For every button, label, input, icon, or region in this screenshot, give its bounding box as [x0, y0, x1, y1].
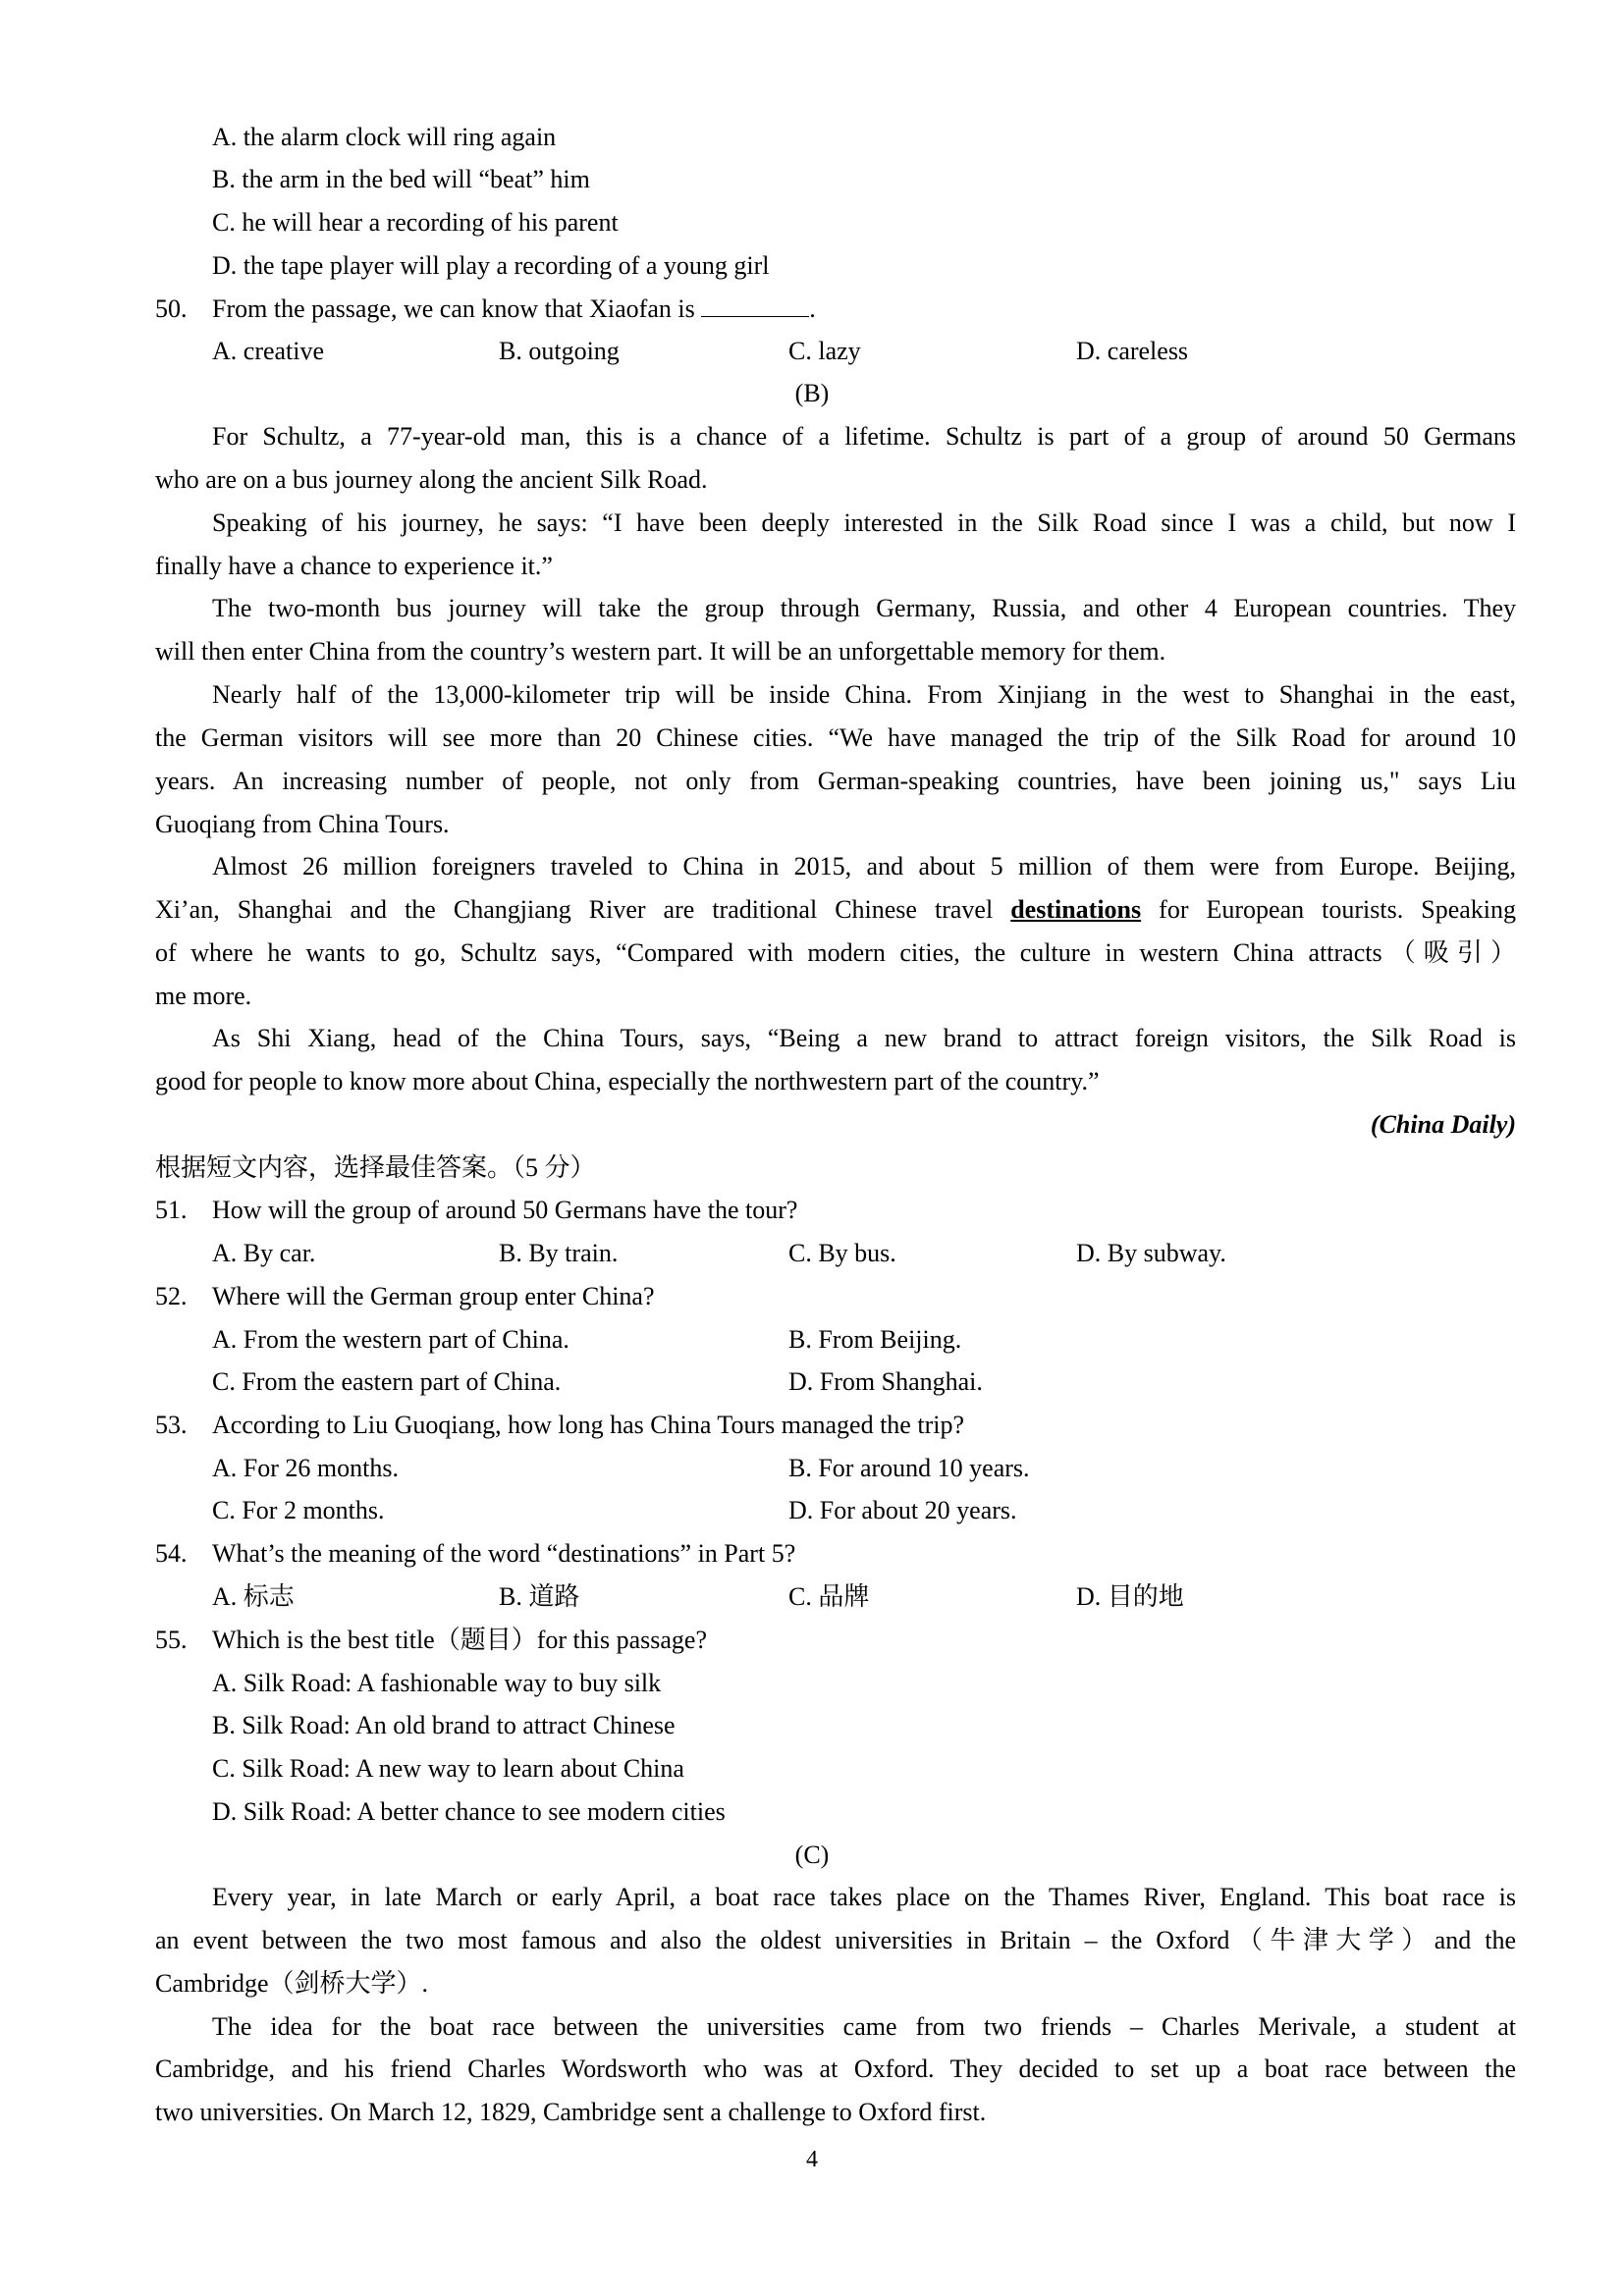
- q51-option-a: A. By car.: [212, 1239, 316, 1267]
- passage-b-p3-line2: will then enter China from the country’s western part. It will be an unforgettable memory for them.: [155, 637, 1166, 666]
- q55-option-d: D. Silk Road: A better chance to see modern cities: [212, 1797, 726, 1826]
- q49-option-b: B. the arm in the bed will “beat” him: [212, 165, 590, 193]
- q50-option-b: B. outgoing: [499, 337, 620, 365]
- q53-option-a: A. For 26 months.: [212, 1454, 399, 1482]
- passage-b-p1-line2: who are on a bus journey along the ancient Silk Road.: [155, 465, 708, 494]
- passage-c-p1-line3: Cambridge（剑桥大学）.: [155, 1969, 429, 1998]
- q49-option-a: A. the alarm clock will ring again: [212, 123, 557, 151]
- q50-option-a: A. creative: [212, 337, 325, 365]
- q54-option-c: C. 品牌: [788, 1582, 870, 1611]
- passage-b-p3-line1: The two-month bus journey will take the group through Germany, Russia, and other 4 European countries. They: [212, 594, 1516, 622]
- passage-c-p2-line3: two universities. On March 12, 1829, Cambridge sent a challenge to Oxford first.: [155, 2098, 987, 2126]
- q53-option-b: B. For around 10 years.: [788, 1454, 1030, 1482]
- q50-stem: [212, 294, 816, 324]
- q50-option-d: D. careless: [1076, 337, 1189, 365]
- q53-option-c: C. For 2 months.: [212, 1496, 385, 1524]
- q55-option-c: C. Silk Road: A new way to learn about China: [212, 1754, 684, 1783]
- q49-option-c: C. he will hear a recording of his parent: [212, 208, 619, 237]
- q54-option-b: B. 道路: [499, 1582, 580, 1611]
- passage-b-p5-line3: of where he wants to go, Schultz says, “Compared with modern cities, the culture in western China attracts（吸引）: [155, 938, 1516, 967]
- q51-option-c: C. By bus.: [788, 1239, 896, 1267]
- page-number: 4: [806, 2147, 818, 2172]
- q52-number: 52.: [155, 1282, 188, 1310]
- q54-option-a: A. 标志: [212, 1582, 295, 1611]
- q55-option-b: B. Silk Road: An old brand to attract Chinese: [212, 1711, 676, 1739]
- q52-option-b: B. From Beijing.: [788, 1325, 962, 1354]
- passage-b-p2-line2: finally have a chance to experience it.”: [155, 552, 553, 580]
- q52-option-d: D. From Shanghai.: [788, 1367, 983, 1396]
- p5-line2-end: for European tourists. Speaking: [1159, 895, 1517, 924]
- q54-stem: What’s the meaning of the word “destinations” in Part 5?: [212, 1539, 796, 1568]
- q55-number: 55.: [155, 1626, 188, 1654]
- q52-stem: Where will the German group enter China?: [212, 1282, 655, 1310]
- passage-b-p4-line4: Guoqiang from China Tours.: [155, 810, 450, 838]
- keyword-destinations: destinations: [1010, 895, 1142, 924]
- q50-option-c: C. lazy: [788, 337, 861, 365]
- q55-stem: Which is the best title（题目）for this passage?: [212, 1626, 708, 1654]
- answer-blank: [701, 294, 809, 317]
- q52-option-c: C. From the eastern part of China.: [212, 1367, 562, 1396]
- passage-b-p4-line3: years. An increasing number of people, not only from German-speaking countries, have been joining us," says Liu: [155, 767, 1516, 795]
- q53-stem: According to Liu Guoqiang, how long has China Tours managed the trip?: [212, 1411, 964, 1439]
- q50-number: 50.: [155, 294, 188, 323]
- passage-c-label: (C): [794, 1841, 830, 1869]
- q55-option-a: A. Silk Road: A fashionable way to buy silk: [212, 1669, 662, 1697]
- q50-stem-end: .: [809, 294, 816, 323]
- passage-b-p5-line2: [155, 895, 1516, 925]
- passage-b-p1-line1: For Schultz, a 77-year-old man, this is a chance of a lifetime. Schultz is part of a group of around 50 Germans: [212, 422, 1516, 451]
- source-citation: (China Daily): [1370, 1110, 1516, 1139]
- q54-option-d: D. 目的地: [1076, 1582, 1184, 1611]
- passage-b-p6-line2: good for people to know more about China, especially the northwestern part of the country.”: [155, 1067, 1100, 1095]
- q53-option-d: D. For about 20 years.: [788, 1496, 1017, 1524]
- passage-c-p1-line1: Every year, in late March or early April, a boat race takes place on the Thames River, England. This boat race is: [212, 1883, 1516, 1911]
- passage-b-p6-line1: As Shi Xiang, head of the China Tours, says, “Being a new brand to attract foreign visitors, the Silk Road is: [212, 1024, 1516, 1052]
- passage-c-p2-line2: Cambridge, and his friend Charles Wordsworth who was at Oxford. They decided to set up a boat race between the: [155, 2055, 1516, 2083]
- q49-option-d: D. the tape player will play a recording of a young girl: [212, 251, 770, 280]
- passage-c-p2-line1: The idea for the boat race between the universities came from two friends – Charles Merivale, a student at: [212, 2012, 1516, 2041]
- q51-option-d: D. By subway.: [1076, 1239, 1226, 1267]
- q50-stem-text: From the passage, we can know that Xiaofan is: [212, 294, 695, 323]
- q51-option-b: B. By train.: [499, 1239, 619, 1267]
- p5-line2-start: Xi’an, Shanghai and the Changjiang River are traditional Chinese travel: [155, 895, 994, 924]
- q53-number: 53.: [155, 1411, 188, 1439]
- q54-number: 54.: [155, 1539, 188, 1568]
- q51-stem: How will the group of around 50 Germans have the tour?: [212, 1196, 798, 1224]
- passage-b-p5-line1: Almost 26 million foreigners traveled to China in 2015, and about 5 million of them were from Europe. Beijing,: [212, 852, 1516, 881]
- q51-number: 51.: [155, 1196, 188, 1224]
- passage-b-p5-line4: me more.: [155, 982, 252, 1010]
- passage-b-p4-line2: the German visitors will see more than 20 Chinese cities. “We have managed the trip of the Silk Road for around 10: [155, 723, 1516, 752]
- passage-b-p4-line1: Nearly half of the 13,000-kilometer trip will be inside China. From Xinjiang in the west to Shanghai in the east,: [212, 680, 1516, 709]
- section-instruction: 根据短文内容，选择最佳答案。（5 分）: [155, 1153, 596, 1182]
- passage-b-p2-line1: Speaking of his journey, he says: “I have been deeply interested in the Silk Road since I was a child, but now I: [212, 508, 1516, 537]
- passage-b-label: (B): [794, 379, 830, 407]
- q52-option-a: A. From the western part of China.: [212, 1325, 569, 1354]
- passage-c-p1-line2: an event between the two most famous and also the oldest universities in Britain – the Oxford（牛津大学）and the: [155, 1926, 1516, 1954]
